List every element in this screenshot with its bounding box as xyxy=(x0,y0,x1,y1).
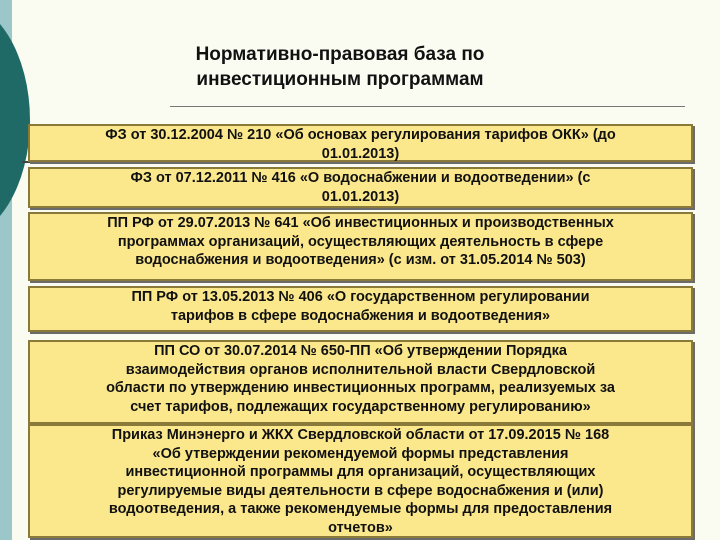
document-box-order-168 xyxy=(28,424,693,538)
document-text: 01.01.2013) xyxy=(321,145,400,162)
document-text: ФЗ от 07.12.2011 № 416 «О водоснабжении и водоотведении» (с xyxy=(130,170,591,186)
document-text: ПП СО от 30.07.2014 № 650-ПП «Об утверждении Порядка xyxy=(154,343,567,359)
document-text: ФЗ от 30.12.2004 № 210 «Об основах регулирования тарифов ОКК» (до xyxy=(105,127,616,143)
document-text: тарифов в сфере водоснабжения и водоотведения» xyxy=(170,307,551,324)
document-text: водоотведения, а также рекомендуемые формы для предоставления xyxy=(108,501,613,517)
document-text: «Об утверждении рекомендуемой формы представления xyxy=(152,445,569,462)
title-divider xyxy=(170,106,685,107)
document-text: взаимодействия органов исполнительной власти Свердловской xyxy=(125,361,596,378)
document-box-pp-641 xyxy=(28,212,693,281)
document-text: отчетов» xyxy=(328,519,393,536)
document-box-fz-210 xyxy=(28,124,693,162)
document-box-fz-416 xyxy=(28,167,693,208)
document-box-pp-406 xyxy=(28,286,693,332)
slide-title xyxy=(150,42,530,92)
slide-title-line: Нормативно-правовая база по xyxy=(195,44,485,65)
document-text: ПП РФ от 29.07.2013 № 641 «Об инвестиционных и производственных xyxy=(107,215,614,231)
document-text: ПП РФ от 13.05.2013 № 406 «О государственном регулировании xyxy=(131,289,590,305)
document-text: 01.01.2013) xyxy=(321,188,400,205)
document-text: инвестиционной программы для организаций, осуществляющих xyxy=(125,464,596,480)
document-text: счет тарифов, подлежащих государственному регулированию» xyxy=(130,398,591,415)
document-text: водоснабжения и водоотведения» (с изм. от 31.05.2014 № 503) xyxy=(135,252,586,268)
document-text: программах организаций, осуществляющих деятельность в сфере xyxy=(117,233,604,250)
document-box-pp-so-650 xyxy=(28,340,693,424)
slide-title-line: инвестиционным программам xyxy=(196,69,484,90)
document-text: области по утверждению инвестиционных программ, реализуемых за xyxy=(106,380,615,396)
document-text: Приказ Минэнерго и ЖКХ Свердловской области от 17.09.2015 № 168 xyxy=(111,427,610,443)
document-text: регулируемые виды деятельности в сфере водоснабжения и (или) xyxy=(117,482,604,499)
